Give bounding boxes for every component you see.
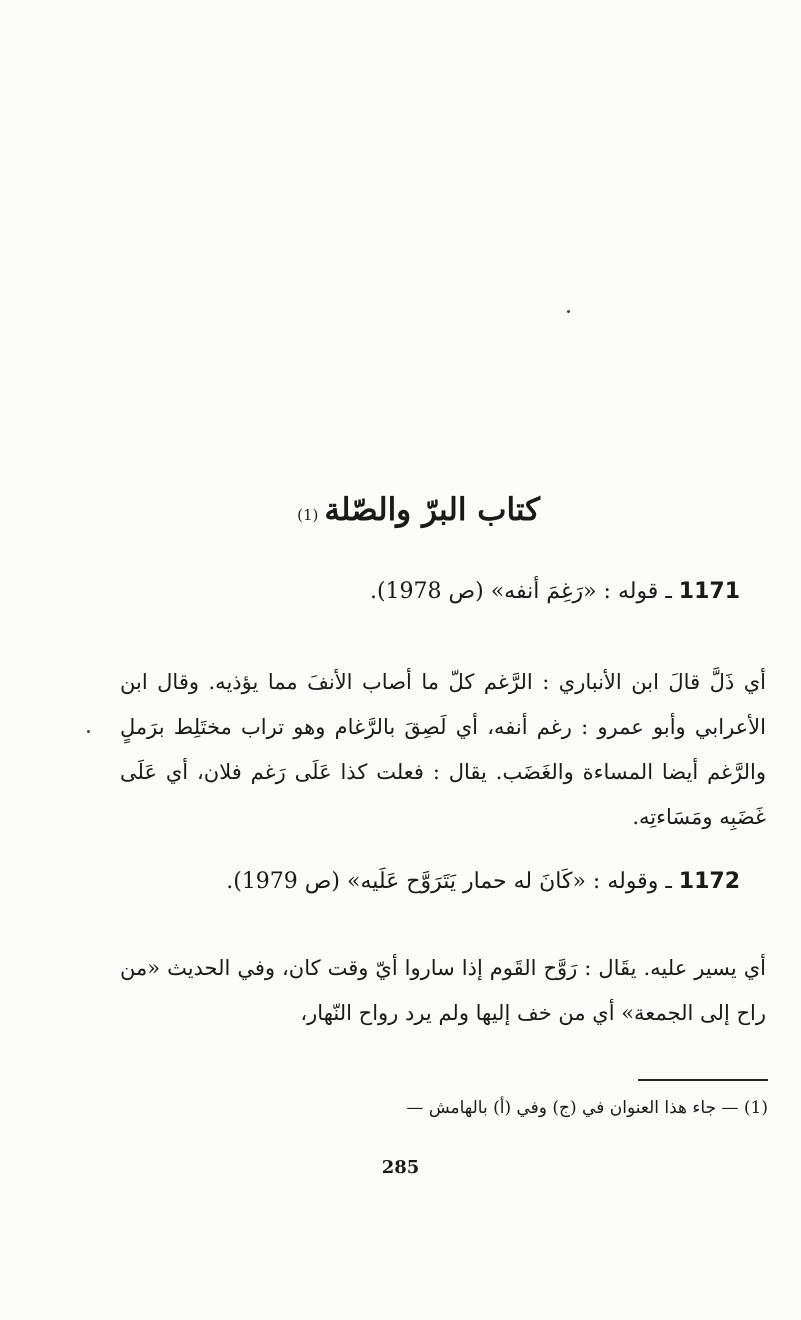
entry-heading-text: ـ وقوله : «كَانَ له حمار يَتَرَوَّح عَلَيه» (ص 1979). [226, 869, 672, 894]
footnote-divider [638, 1079, 768, 1081]
entry-heading [60, 572, 740, 612]
page-speck [87, 730, 90, 733]
page-number: 285 [381, 1157, 420, 1178]
chapter-title-text: كتاب البرّ والصّلة [324, 492, 540, 528]
entry-body: أي ذَلَّ قالَ ابن الأنباري : الرَّغم كلّ ما أصاب الأنفَ مما يؤذيه. وقال ابن الأعرابي وأبو عمرو : رغم أنفه، أي لَصِقَ بالرَّغام وهو تراب مختَلِط برَملٍ والرَّغم أيضا المساءة والغَضَب. يقال : فعلت كذا عَلَى رَغم فلان، أي عَلَى غَضَبِه ومَسَاءتِه. [120, 670, 766, 829]
entry-heading-text: ـ قوله : «رَغِمَ أنفه» (ص 1978). [369, 579, 672, 604]
entry-heading [60, 862, 740, 902]
entry-body: أي يسير عليه. يقَال : رَوَّح القَوم إذا ساروا أيّ وقت كان، وفي الحديث «من راح إلى الجمعة» أي من خف إليها ولم يرد رواح النّهار، [120, 956, 766, 1025]
chapter-title [60, 480, 540, 540]
footnote-reference: (1) [297, 506, 319, 524]
entry-number: 1171 [678, 579, 740, 604]
page-speck [567, 310, 570, 313]
footnote: (1) — جاء هذا العنوان في (ج) وفي (أ) بالهامش — [406, 1098, 768, 1118]
entry-number: 1172 [678, 869, 740, 894]
